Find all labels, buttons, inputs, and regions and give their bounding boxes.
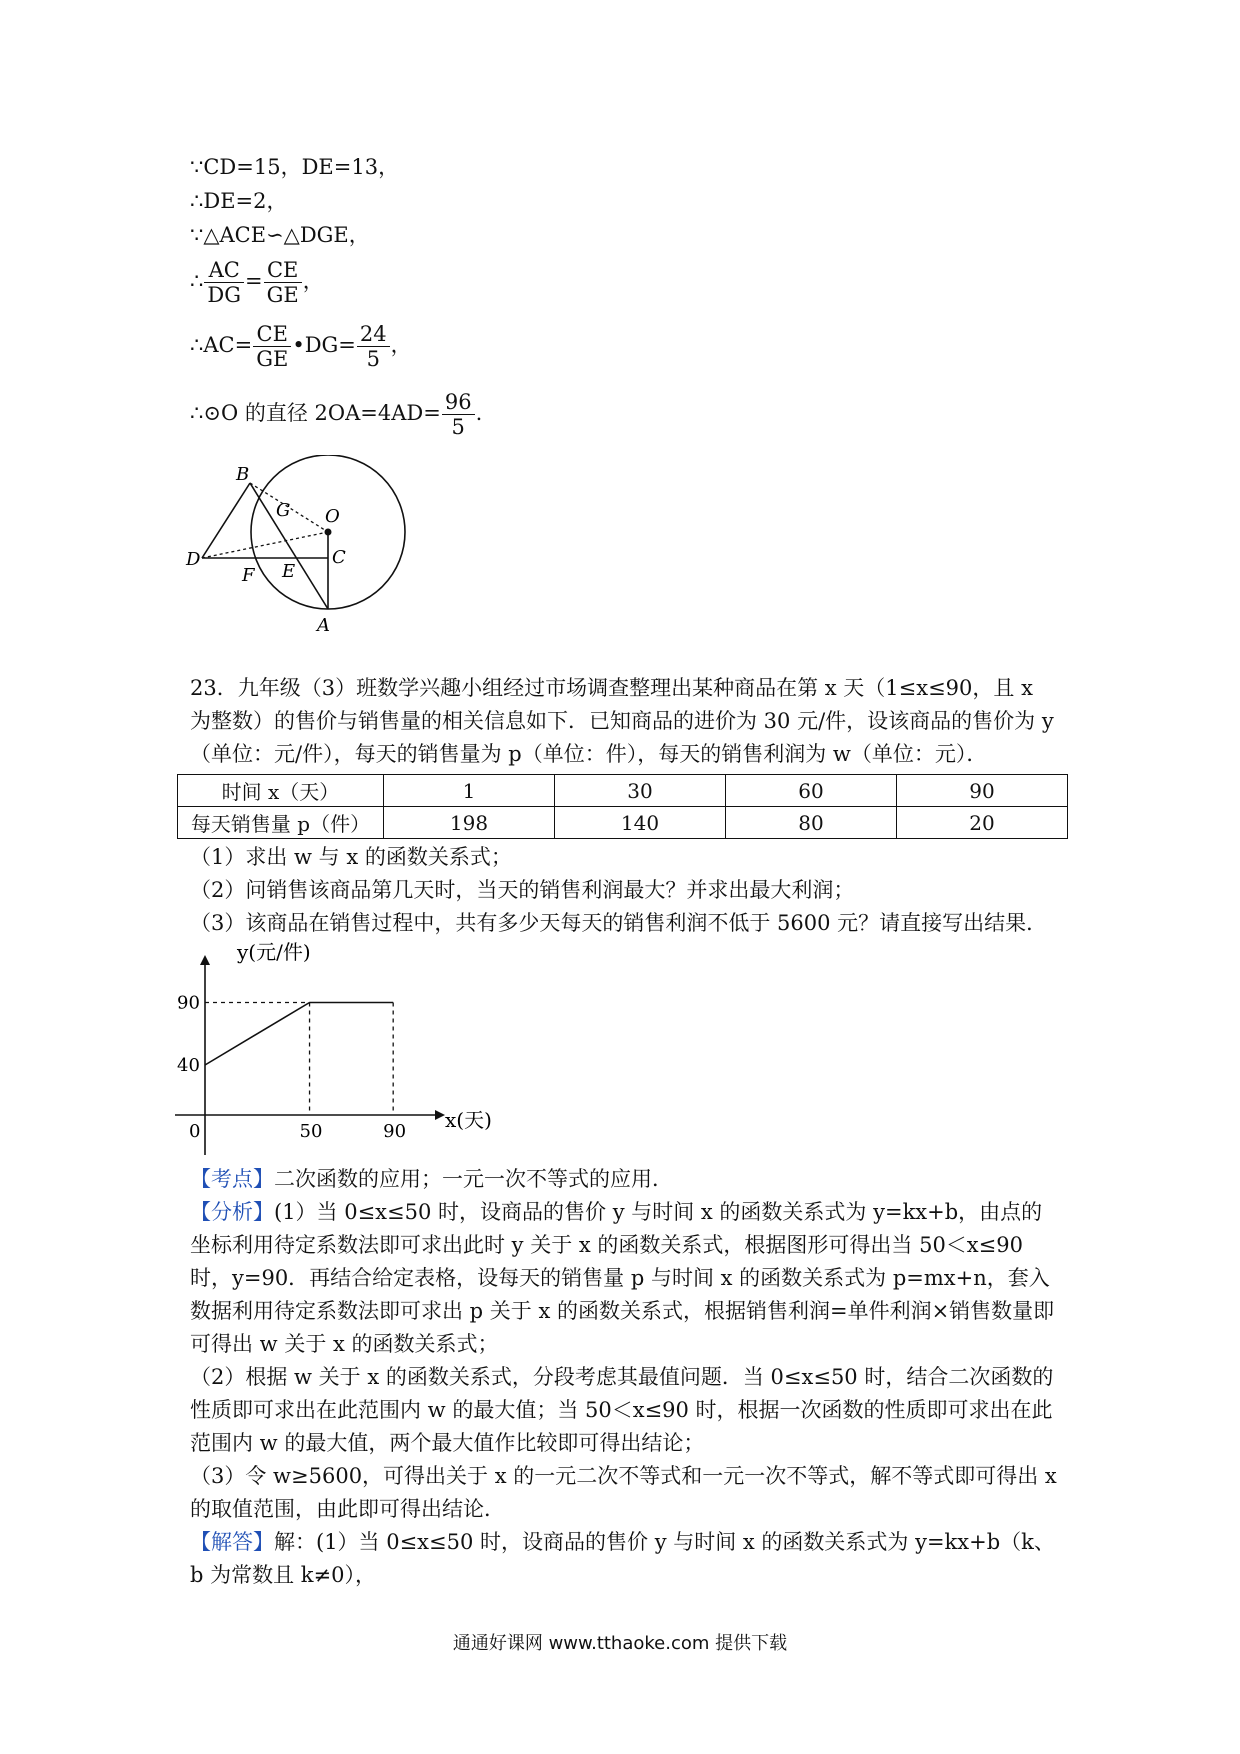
fenxi-paragraph-1 <box>190 1196 1060 1361</box>
y-tick-label: 40 <box>177 1055 200 1076</box>
label-o: O <box>325 506 340 527</box>
table-cell: 140 <box>555 807 726 839</box>
jieda-tag: 【解答】 <box>190 1530 274 1554</box>
table-cell: 90 <box>897 775 1068 807</box>
kaodian-paragraph <box>190 1163 1060 1196</box>
solution-line-4 <box>190 258 324 307</box>
fraction-ac-dg <box>204 258 244 307</box>
fenxi-paragraph-3: （3）令 w≥5600，可得出关于 x 的一元二次不等式和一元一次不等式，解不等式即可得出 x 的取值范围，由此即可得出结论． <box>190 1464 1057 1521</box>
fraction-denominator: GE <box>266 283 299 307</box>
table-row <box>178 775 1068 807</box>
label-f: F <box>242 565 255 586</box>
center-point-o <box>325 529 332 536</box>
fraction-denominator: GE <box>256 347 289 371</box>
fraction-ce-ge <box>264 258 302 307</box>
line6-prefix: ∴⊙O 的直径 2OA=4AD= <box>190 401 441 425</box>
price-chart <box>175 935 520 1165</box>
fraction-denominator: DG <box>207 283 241 307</box>
label-c: C <box>332 547 346 568</box>
question-1: （1）求出 w 与 x 的函数关系式； <box>190 845 512 869</box>
line4-suffix: ， <box>302 269 324 293</box>
page-footer: 通通好课网 www.tthaoke.com 提供下载 <box>452 1633 788 1654</box>
question-3: （3）该商品在销售过程中，共有多少天每天的销售利润不低于 5600 元？请直接写出结果． <box>190 911 1048 935</box>
fenxi-paragraph-2: （2）根据 w 关于 x 的函数关系式，分段考虑其最值问题．当 0≤x≤50 时，结合二次函数的性质即可求出在此范围内 w 的最大值；当 50＜x≤90 时，根据一次函数的性质即可求出在此范围内 w 的最大值，两个最大值作比较即可得出结论； <box>190 1365 1054 1455</box>
line6-suffix: . <box>475 401 483 425</box>
fraction-denominator: 5 <box>451 415 465 439</box>
series-segment <box>205 1003 310 1066</box>
solution-line-1: ∵CD=15，DE=13， <box>190 155 400 179</box>
table-cell: 198 <box>384 807 555 839</box>
jieda-text: 解：(1）当 0≤x≤50 时，设商品的售价 y 与时间 x 的函数关系式为 y=kx+b（k、b 为常数且 k≠0）， <box>190 1530 1055 1587</box>
segment-do-dashed <box>202 532 328 558</box>
line5-mid: •DG= <box>292 333 356 357</box>
fraction-numerator: 96 <box>442 390 475 415</box>
solution-line-2: ∴DE=2， <box>190 189 288 213</box>
label-g: G <box>276 500 291 521</box>
label-b: B <box>236 464 250 485</box>
fraction-numerator: 24 <box>357 322 390 347</box>
sales-table <box>177 774 1068 839</box>
y-axis-arrow <box>200 955 210 965</box>
segment-bd <box>202 483 250 558</box>
fraction-96-5 <box>442 390 475 439</box>
fenxi-tag: 【分析】 <box>190 1200 274 1224</box>
table-cell: 每天销售量 p（件） <box>178 807 384 839</box>
kaodian-tag: 【考点】 <box>190 1167 274 1191</box>
table-row <box>178 807 1068 839</box>
fraction-denominator: 5 <box>366 347 380 371</box>
fraction-numerator: CE <box>264 258 302 283</box>
x-tick-label: 50 <box>299 1121 323 1142</box>
problem-text: 23．九年级（3）班数学兴趣小组经过市场调查整理出某种商品在第 x 天（1≤x≤90，且 x 为整数）的售价与销售量的相关信息如下．已知商品的进价为 30 元/件，设该商品的售价为 y（单位：元/件），每天的销售量为 p（单位：件），每天的销售利润为 w（单位：元）． <box>190 676 1054 766</box>
fraction-ce-ge <box>253 322 291 371</box>
solution-line-5 <box>190 322 412 371</box>
table-cell: 60 <box>726 775 897 807</box>
fraction-numerator: CE <box>253 322 291 347</box>
table-cell: 1 <box>384 775 555 807</box>
table-cell: 20 <box>897 807 1068 839</box>
solution-line-3: ∵△ACE∽△DGE， <box>190 223 370 247</box>
label-e: E <box>282 561 296 582</box>
y-axis-label: y(元/件) <box>237 940 311 964</box>
fenxi-text-1: (1）当 0≤x≤50 时，设商品的售价 y 与时间 x 的函数关系式为 y=kx+b，由点的坐标利用待定系数法即可求出此时 y 关于 x 的函数关系式，根据图形可得出当 50＜x≤90 时，y=90．再结合给定表格，设每天的销售量 p 与时间 x 的函数关系式为 p=mx+n，套入数据利用待定系数法即可求出 p 关于 x 的函数关系式，根据销售利润=单件利润×销售数量即可得出 w 关于 x 的函数关系式； <box>190 1200 1055 1356</box>
line5-prefix: ∴AC= <box>190 333 253 357</box>
label-d: D <box>186 549 201 570</box>
equals-sign: = <box>245 269 263 293</box>
table-cell: 80 <box>726 807 897 839</box>
x-tick-label: 0 <box>189 1121 201 1142</box>
y-tick-label: 90 <box>177 992 200 1014</box>
x-axis-label: x(天) <box>445 1108 492 1132</box>
fraction-numerator: AC <box>204 258 244 283</box>
solution-line-6 <box>190 390 482 439</box>
table-cell: 30 <box>555 775 726 807</box>
x-tick-label: 90 <box>383 1121 407 1142</box>
jieda-paragraph <box>190 1526 1060 1592</box>
line4-prefix: ∴ <box>190 269 204 293</box>
geometry-figure <box>180 455 420 645</box>
fraction-24-5 <box>357 322 390 371</box>
question-2: （2）问销售该商品第几天时，当天的销售利润最大？并求出最大利润； <box>190 878 855 902</box>
x-axis-arrow <box>435 1110 445 1120</box>
line5-suffix: ， <box>390 333 412 357</box>
kaodian-text: 二次函数的应用；一元一次不等式的应用． <box>274 1167 673 1191</box>
table-cell: 时间 x（天） <box>178 775 384 807</box>
label-a: A <box>317 615 330 636</box>
